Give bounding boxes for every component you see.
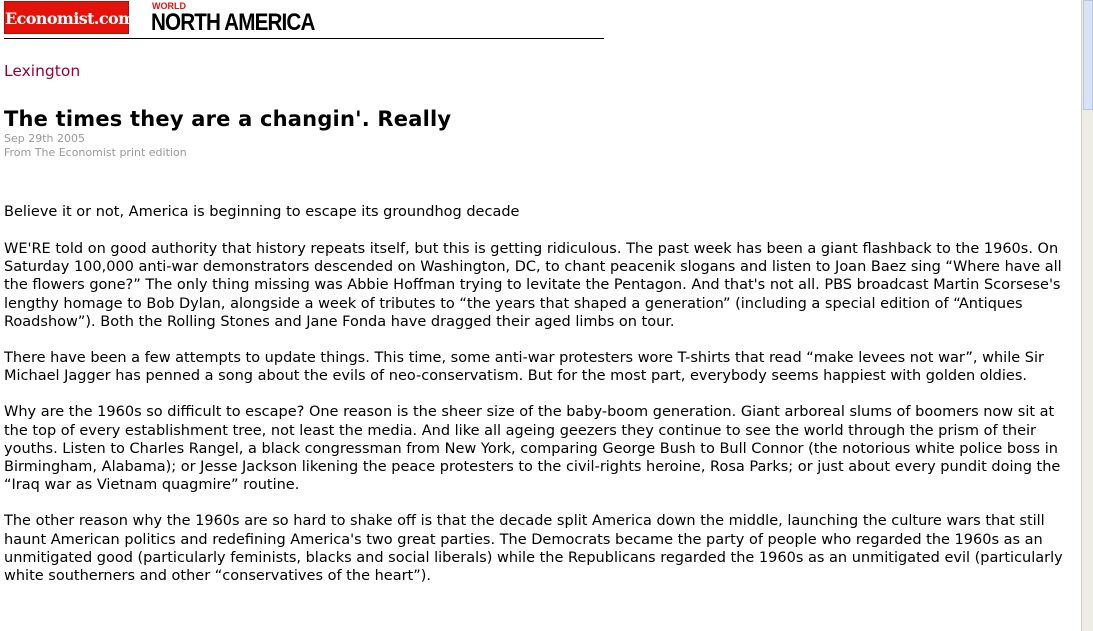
article-edition: From The Economist print edition — [4, 146, 187, 159]
section-kicker[interactable]: WORLD — [152, 1, 186, 11]
article-body — [4, 240, 1081, 603]
scrollbar-thumb[interactable] — [1083, 0, 1093, 110]
vertical-scrollbar[interactable] — [1081, 0, 1093, 631]
article-headline: The times they are a changin'. Really — [4, 107, 452, 131]
body-paragraph: The other reason why the 1960s are so hard to shake off is that the decade split America down the middle, launching the culture wars that still haunt American politics and redefining America's two great parties. The Democrats became the party of people who regarded the 1960s as an unmitigated good (particularly feminists, blacks and social liberals) while the Republicans regarded the 1960s as an unmitigated evil (particularly white southerners and other “conservatives of the heart”). — [4, 513, 1063, 585]
body-paragraph: WE'RE told on good authority that history repeats itself, but this is getting ridiculous. The past week has been a giant flashback to the 1960s. On Saturday 100,000 anti-war demonstrators descended on Washington, DC, to chant peacenik slogans and listen to Joan Baez sing “Where have all the flowers gone?” The only thing missing was Abbie Hoffman trying to levitate the Pentagon. And that's not all. PBS broadcast Martin Scorsese's lengthy homage to Bob Dylan, alongside a week of tributes to “the years that shaped a generation” (including a special edition of “Antiques Roadshow”). Both the Rolling Stones and Jane Fonda have dragged their aged limbs on tour. — [4, 241, 1062, 330]
article-date: Sep 29th 2005 — [4, 132, 86, 145]
section-title[interactable]: NORTH AMERICA — [151, 9, 315, 36]
article-rubric: Believe it or not, America is beginning to escape its groundhog decade — [4, 204, 520, 220]
economist-logo[interactable]: Economist.com — [4, 1, 129, 34]
body-paragraph: There have been a few attempts to update things. This time, some anti-war protesters wore T-shirts that read “make levees not war”, while Sir Michael Jagger has penned a song about the evils of neo-conservatism. But for the most part, everybody seems happiest with golden oldies. — [4, 350, 1044, 385]
body-paragraph: Why are the 1960s so difficult to escape? One reason is the sheer size of the baby-boom generation. Giant arboreal slums of boomers now sit at the top of every establishment tree, not least the media. And like all ageing geezers they continue to see the world through the prism of their youths. Listen to Charles Rangel, a black congressman from New York, comparing George Bush to Bull Connor (the notorious white police boss in Birmingham, Alabama); or Jesse Jackson likening the peace protesters to the civil-rights heroine, Rosa Parks; or just about every pundit doing the “Iraq war as Vietnam quagmire” routine. — [4, 404, 1061, 494]
masthead — [4, 0, 604, 39]
column-name: Lexington — [4, 62, 81, 80]
